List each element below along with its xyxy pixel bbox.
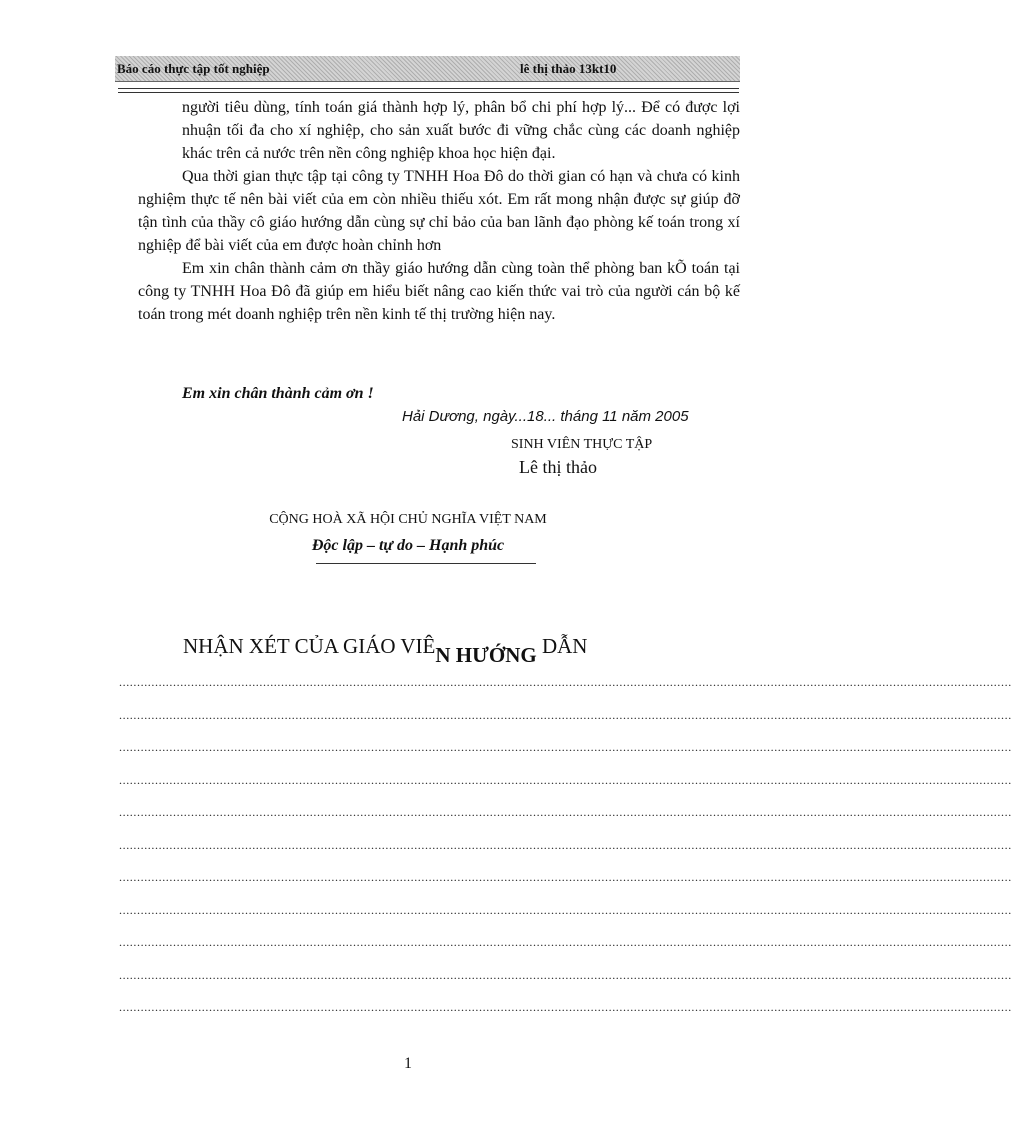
comment-dotted-line: ........................................................................................................................................................................................................................................................ (119, 805, 1012, 819)
date-line: Hải Dương, ngày...18... tháng 11 năm 2005 (402, 408, 689, 425)
comment-dotted-line: ........................................................................................................................................................................................................................................................ (119, 837, 1012, 852)
national-motto: Độc lập – tự do – Hạnh phúc (311, 537, 505, 554)
comment-dotted-line: ........................................................................................................................................................................................................................................................ (119, 675, 1012, 689)
comment-title (183, 634, 588, 667)
comment-dotted-line: ........................................................................................................................................................................................................................................................ (119, 967, 1012, 982)
header-divider (118, 88, 739, 93)
national-title: CỘNG HOÀ XÃ HỘI CHỦ NGHĨA VIỆT NAM (269, 512, 547, 527)
thanks-line: Em xin chân thành cảm ơn ! (182, 385, 374, 402)
body-text (138, 96, 740, 326)
motto-underline (316, 563, 536, 564)
paragraph: Em xin chân thành cảm ơn thầy giáo hướng dẫn cùng toàn thể phòng ban kÕ toán tại công ty TNHH Hoa Đô đã giúp em hiểu biết nâng cao kiến thức vai trò của người cán bộ kế toán trong mét doanh nghiệp trên nền kinh tế thị trường hiện nay. (138, 260, 740, 323)
comment-title-part: NHẬN XÉT CỦA GIÁO VIÊ (183, 634, 436, 658)
page-header (115, 56, 740, 82)
paragraph: Qua thời gian thực tập tại công ty TNHH Hoa Đô do thời gian có hạn và chưa có kinh nghiệm thực tế nên bài viết của em còn nhiều thiếu xót. Em rất mong nhận được sự giúp đỡ tận tình của thầy cô giáo hướng dẫn cùng sự chỉ bảo của ban lãnh đạo phòng kế toán trong xí nghiệp để bài viết của em được hoàn chỉnh hơn (138, 168, 740, 254)
comment-dotted-line: ........................................................................................................................................................................................................................................................ (119, 740, 1012, 754)
comment-dotted-line: ........................................................................................................................................................................................................................................................ (119, 902, 1012, 917)
header-author: lê thị thảo 13kt10 (520, 61, 617, 76)
comment-dotted-line: ........................................................................................................................................................................................................................................................ (119, 935, 1012, 949)
comment-dotted-line: ........................................................................................................................................................................................................................................................ (119, 1000, 1012, 1014)
signature-role: SINH VIÊN THỰC TẬP (511, 437, 653, 452)
signature-name: Lê thị thảo (519, 457, 597, 477)
comment-dotted-line: ........................................................................................................................................................................................................................................................ (119, 772, 1012, 787)
page-number: 1 (404, 1055, 412, 1072)
comment-title-part: DẪN (536, 634, 588, 658)
comment-dotted-line: ........................................................................................................................................................................................................................................................ (119, 707, 1012, 722)
comment-dotted-line: ........................................................................................................................................................................................................................................................ (119, 870, 1012, 884)
comment-title-part: N HƯỚNG (435, 643, 537, 667)
header-title: Báo cáo thực tập tốt nghiệp (117, 61, 270, 76)
paragraph: người tiêu dùng, tính toán giá thành hợp lý, phân bổ chi phí hợp lý... Để có được lợi nhuận tối đa cho xí nghiệp, cho sản xuất bước đi vững chắc cùng các doanh nghiệp khác trên cả nước trên nền công nghiệp khoa học hiện đại. (182, 99, 740, 162)
